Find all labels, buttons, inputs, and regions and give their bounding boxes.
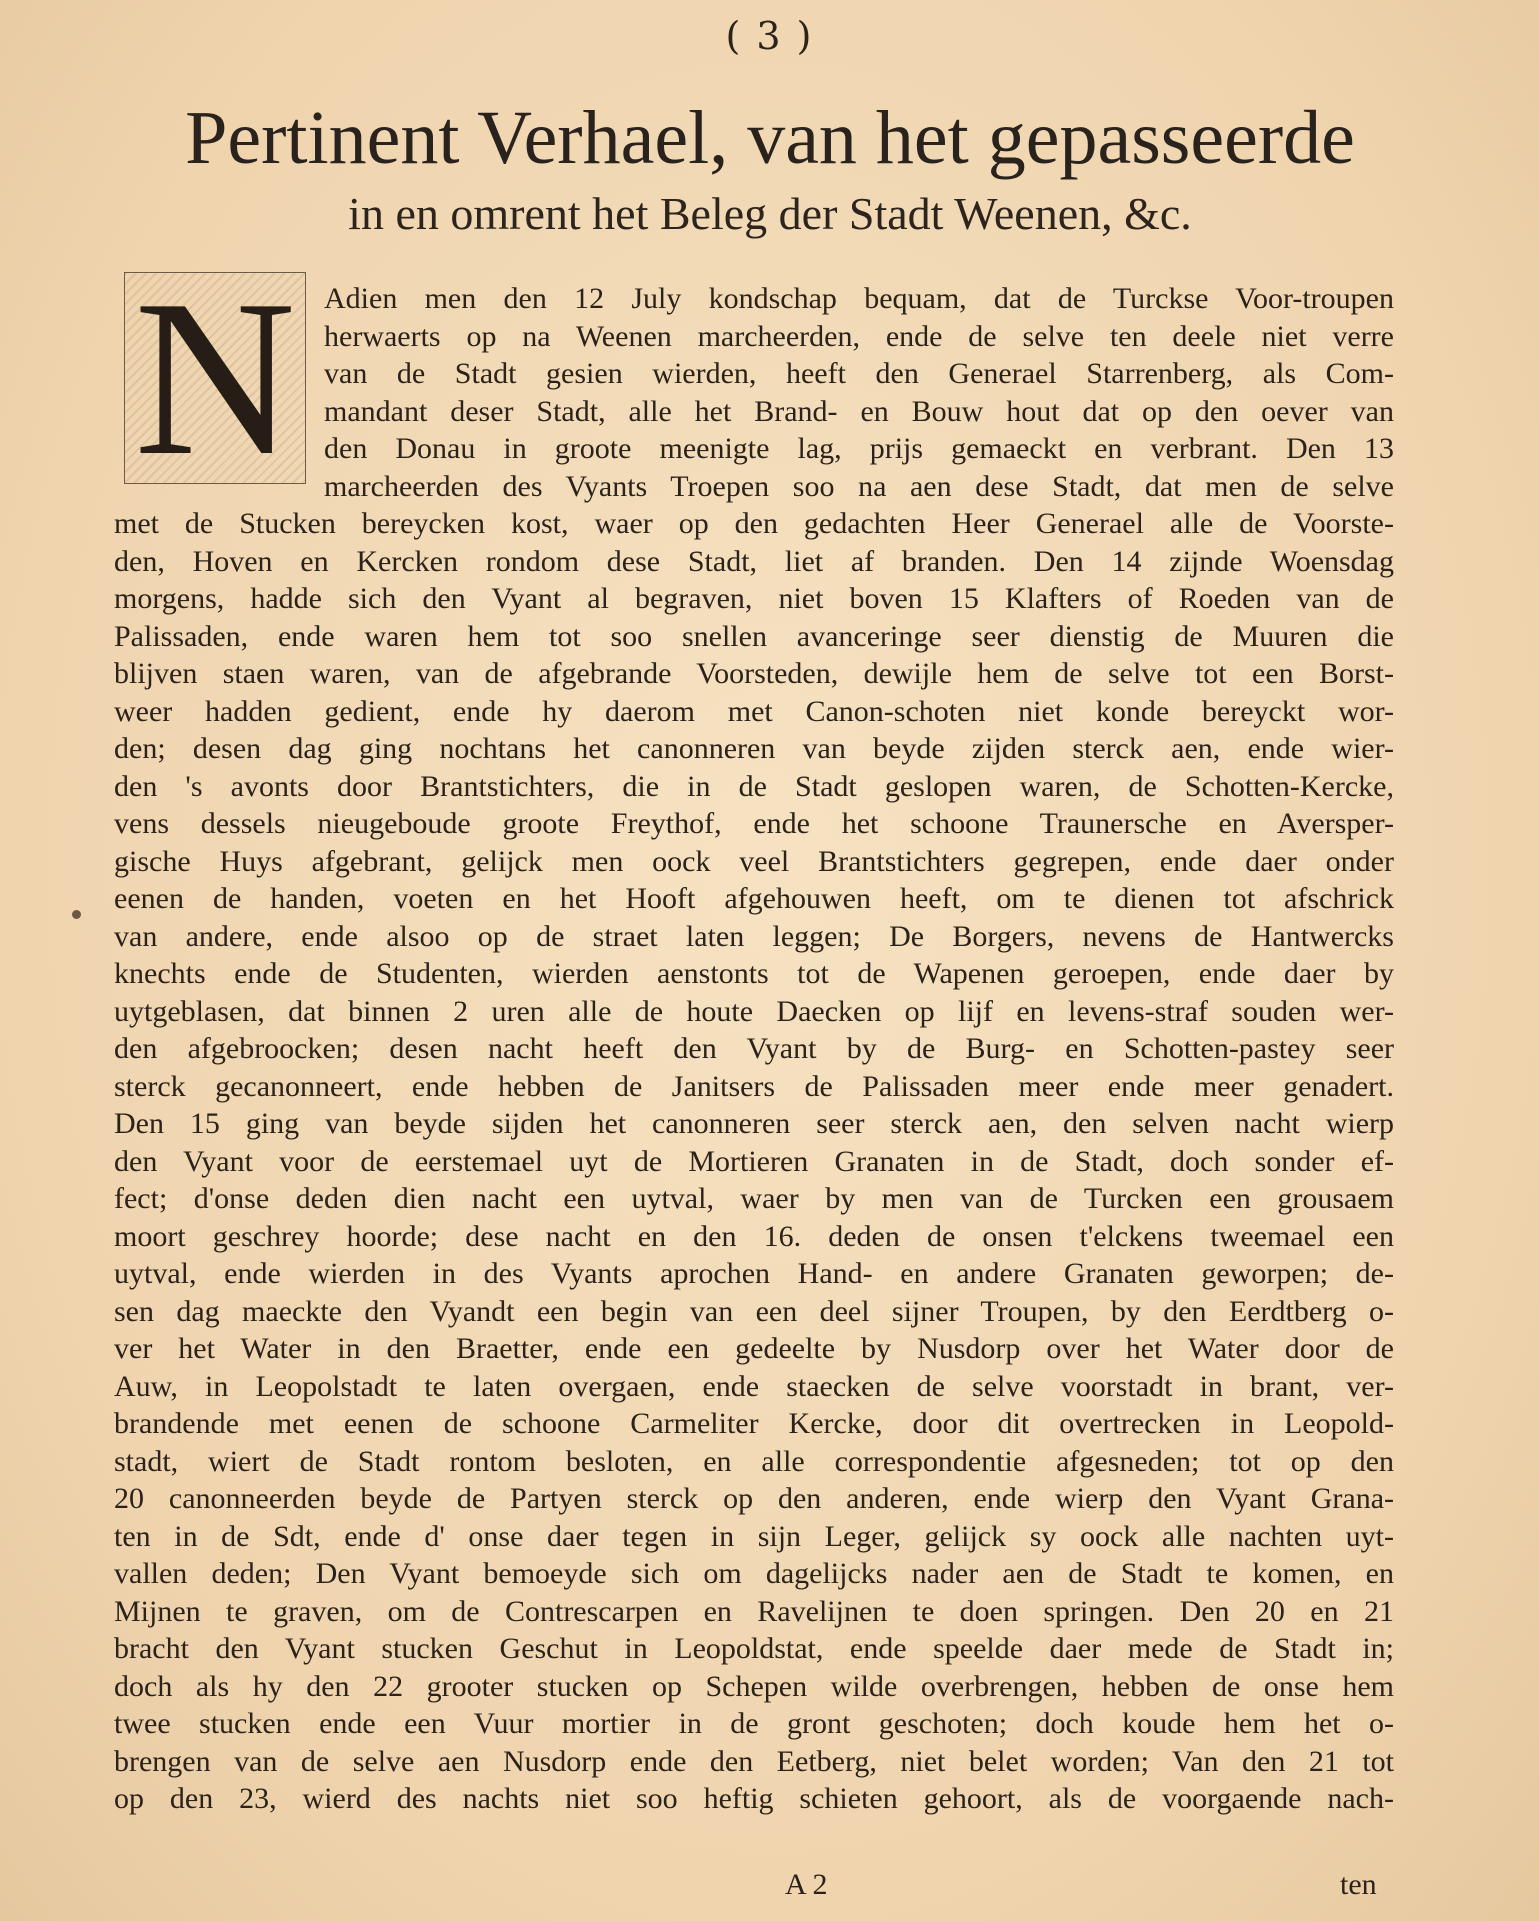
- text-line: doch als hy den 22 grooter stucken op Schepen wilde overbrengen, hebben de onse hem: [114, 1669, 1394, 1703]
- catchword: ten: [1340, 1868, 1377, 1901]
- text-line: den 's avonts door Brantstichters, die in de Stadt geslopen waren, de Schotten-Kercke,: [114, 769, 1394, 803]
- text-line: Palissaden, ende waren hem tot soo snellen avanceringe seer dienstig de Muuren die: [114, 619, 1394, 653]
- text-line: den Vyant voor de eerstemael uyt de Mortieren Granaten in de Stadt, doch sonder ef-: [114, 1144, 1394, 1178]
- text-line: twee stucken ende een Vuur mortier in de gront geschoten; doch koude hem het o-: [114, 1707, 1394, 1740]
- page-footer: [0, 1868, 1539, 1908]
- text-line: 20 canonneerden beyde de Partyen sterck op den anderen, ende wierp den Vyant Grana-: [114, 1482, 1394, 1515]
- page-subtitle: in en omrent het Beleg der Stadt Weenen, &c.: [348, 188, 1192, 239]
- text-line: sen dag maeckte den Vyandt een begin van een deel sijner Troupen, by den Eerdtberg o-: [114, 1294, 1394, 1328]
- text-line: moort geschrey hoorde; dese nacht en den 16. deden de onsen t'elckens tweemael een: [114, 1219, 1394, 1253]
- text-line: bracht den Vyant stucken Geschut in Leopoldstat, ende speelde daer mede de Stadt in;: [114, 1632, 1394, 1665]
- text-line: gische Huys afgebrant, gelijck men oock veel Brantstichters gegrepen, ende daer onder: [114, 844, 1394, 878]
- text-line: met de Stucken bereycken kost, waer op den gedachten Heer Generael alle de Voorste-: [114, 507, 1394, 540]
- text-line: sterck gecanonneert, ende hebben de Janitsers de Palissaden meer ende meer genadert.: [114, 1069, 1394, 1103]
- text-line: weer hadden gedient, ende hy daerom met Canon-schoten niet konde bereyckt wor-: [114, 694, 1394, 728]
- text-line: stadt, wiert de Stadt rontom besloten, en alle correspondentie afgesneden; tot op den: [114, 1444, 1394, 1478]
- text-line: Den 15 ging van beyde sijden het canonneren seer sterck aen, den selven nacht wierp: [114, 1107, 1394, 1140]
- drop-cap-initial: N: [124, 272, 306, 484]
- text-line: herwaerts op na Weenen marcheerden, ende de selve ten deele niet verre: [324, 319, 1394, 353]
- text-line: knechts ende de Studenten, wierden aenstonts tot de Wapenen geroepen, ende daer by: [114, 957, 1394, 990]
- text-line: morgens, hadde sich den Vyant al begraven, niet boven 15 Klafters of Roeden van de: [114, 582, 1394, 615]
- text-line: Auw, in Leopolstadt te laten overgaen, ende staecken de selve voorstadt in brant, ver-: [114, 1369, 1394, 1403]
- text-line: vallen deden; Den Vyant bemoeyde sich om dagelijcks nader aen de Stadt te komen, en: [114, 1557, 1394, 1590]
- text-line: eenen de handen, voeten en het Hooft afgehouwen heeft, om te dienen tot afschrick: [114, 882, 1394, 915]
- signature-mark: A 2: [785, 1868, 828, 1901]
- text-line: vens dessels nieugeboude groote Freythof, ende het schoone Traunersche en Aversper-: [114, 807, 1394, 840]
- text-line: ten in de Sdt, ende d' onse daer tegen in sijn Leger, gelijck sy oock alle nachten uyt-: [114, 1519, 1394, 1553]
- text-line: den Donau in groote meenigte lag, prijs gemaeckt en verbrant. Den 13: [324, 432, 1394, 465]
- text-line: brandende met eenen de schoone Carmeliter Kercke, door dit overtrecken in Leopold-: [114, 1407, 1394, 1440]
- text-line: den afgebroocken; desen nacht heeft den Vyant by de Burg- en Schotten-pastey seer: [114, 1032, 1394, 1065]
- text-line: ver het Water in den Braetter, ende een gedeelte by Nusdorp over het Water door de: [114, 1332, 1394, 1365]
- text-line: brengen van de selve aen Nusdorp ende den Eetberg, niet belet worden; Van den 21 tot: [114, 1744, 1394, 1778]
- text-line: marcheerden des Vyants Troepen soo na aen dese Stadt, dat men de selve: [324, 469, 1394, 503]
- body-text: [114, 280, 1394, 1818]
- text-line: uytgeblasen, dat binnen 2 uren alle de houte Daecken op lijf en levens-straf souden wer-: [114, 994, 1394, 1028]
- text-line: blijven staen waren, van de afgebrande Voorsteden, dewijle hem de selve tot een Borst-: [114, 657, 1394, 690]
- text-line: Adien men den 12 July kondschap bequam, dat de Turckse Voor-troupen: [324, 282, 1394, 315]
- text-line: den; desen dag ging nochtans het canonneren van beyde zijden sterck aen, ende wier-: [114, 732, 1394, 765]
- ink-speck: [72, 910, 81, 919]
- text-line: mandant deser Stadt, alle het Brand- en Bouw hout dat op den oever van: [324, 394, 1394, 428]
- text-line: van andere, ende alsoo op de straet laten leggen; De Borgers, nevens de Hantwercks: [114, 919, 1394, 953]
- text-line: van de Stadt gesien wierden, heeft den Generael Starrenberg, als Com-: [324, 357, 1394, 390]
- text-line: den, Hoven en Kercken rondom dese Stadt, liet af branden. Den 14 zijnde Woensdag: [114, 544, 1394, 578]
- text-line: fect; d'onse deden dien nacht een uytval, waer by men van de Turcken een grousaem: [114, 1182, 1394, 1215]
- text-line: Mijnen te graven, om de Contrescarpen en Ravelijnen te doen springen. Den 20 en 21: [114, 1594, 1394, 1628]
- text-line: uytval, ende wierden in des Vyants aprochen Hand- en andere Granaten geworpen; de-: [114, 1257, 1394, 1290]
- page-number: ( 3 ): [725, 14, 814, 58]
- text-line: op den 23, wierd des nachts niet soo heftig schieten gehoort, als de voorgaende nach-: [114, 1782, 1394, 1815]
- page-title: Pertinent Verhael, van het gepasseerde: [185, 96, 1355, 180]
